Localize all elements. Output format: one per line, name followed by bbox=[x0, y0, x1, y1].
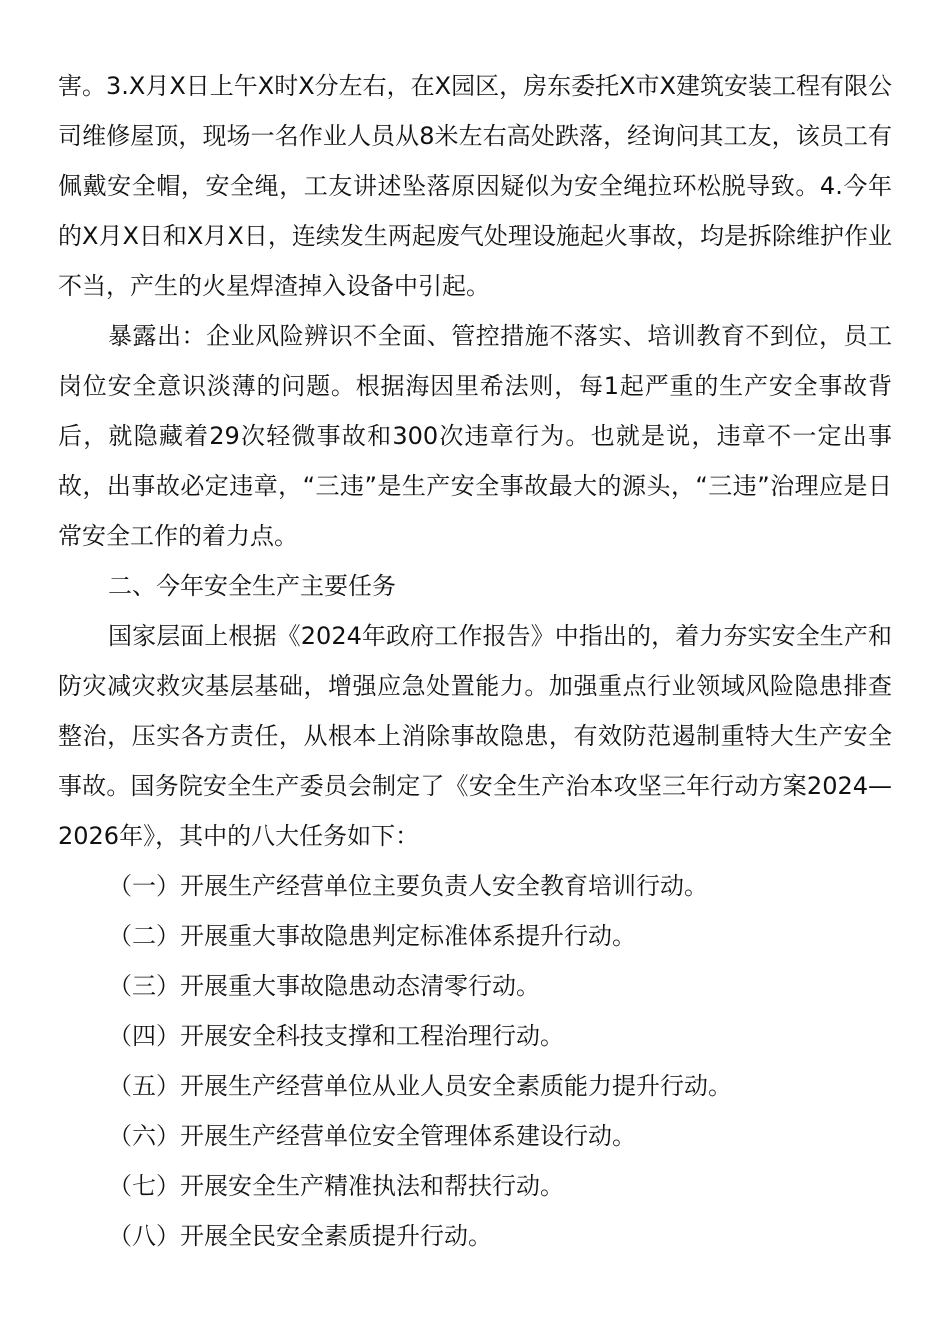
paragraph-national-level: 国家层面上根据《2024年政府工作报告》中指出的，着力夯实安全生产和防灾减灾救灾基层基础，增强应急处置能力。加强重点行业领域风险隐患排查整治，压实各方责任，从根本上消除事故隐患，有效防范遏制重特大生产安全事故。国务院安全生产委员会制定了《安全生产治本攻坚三年行动方案2024—2026年》，其中的八大任务如下： bbox=[58, 622, 892, 850]
task-item-6: （六）开展生产经营单位安全管理体系建设行动。 bbox=[108, 1122, 636, 1150]
section-heading-main-tasks: 二、今年安全生产主要任务 bbox=[108, 572, 396, 600]
task-item-3: （三）开展重大事故隐患动态清零行动。 bbox=[108, 972, 540, 1000]
task-item-1: （一）开展生产经营单位主要负责人安全教育培训行动。 bbox=[108, 872, 708, 900]
paragraph-accident-cases: 害。3.X月X日上午X时X分左右，在X园区，房东委托X市X建筑安装工程有限公司维修屋顶，现场一名作业人员从8米左右高处跌落，经询问其工友，该员工有佩戴安全帽，安全绳，工友讲述坠落原因疑似为安全绳拉环松脱导致。4.今年的X月X日和X月X日，连续发生两起废气处理设施起火事故，均是拆除维护作业不当，产生的火星焊渣掉入设备中引起。 bbox=[58, 72, 892, 300]
task-item-8: （八）开展全民安全素质提升行动。 bbox=[108, 1222, 492, 1250]
task-item-4: （四）开展安全科技支撑和工程治理行动。 bbox=[108, 1022, 564, 1050]
paragraph-exposed-problems: 暴露出：企业风险辨识不全面、管控措施不落实、培训教育不到位，员工岗位安全意识淡薄的问题。根据海因里希法则，每1起严重的生产安全事故背后，就隐藏着29次轻微事故和300次违章行为。也就是说，违章不一定出事故，出事故必定违章，“三违”是生产安全事故最大的源头，“三违”治理应是日常安全工作的着力点。 bbox=[58, 322, 892, 550]
task-item-2: （二）开展重大事故隐患判定标准体系提升行动。 bbox=[108, 922, 636, 950]
document-page bbox=[58, 61, 892, 1261]
task-item-5: （五）开展生产经营单位从业人员安全素质能力提升行动。 bbox=[108, 1072, 732, 1100]
task-item-7: （七）开展安全生产精准执法和帮扶行动。 bbox=[108, 1172, 564, 1200]
